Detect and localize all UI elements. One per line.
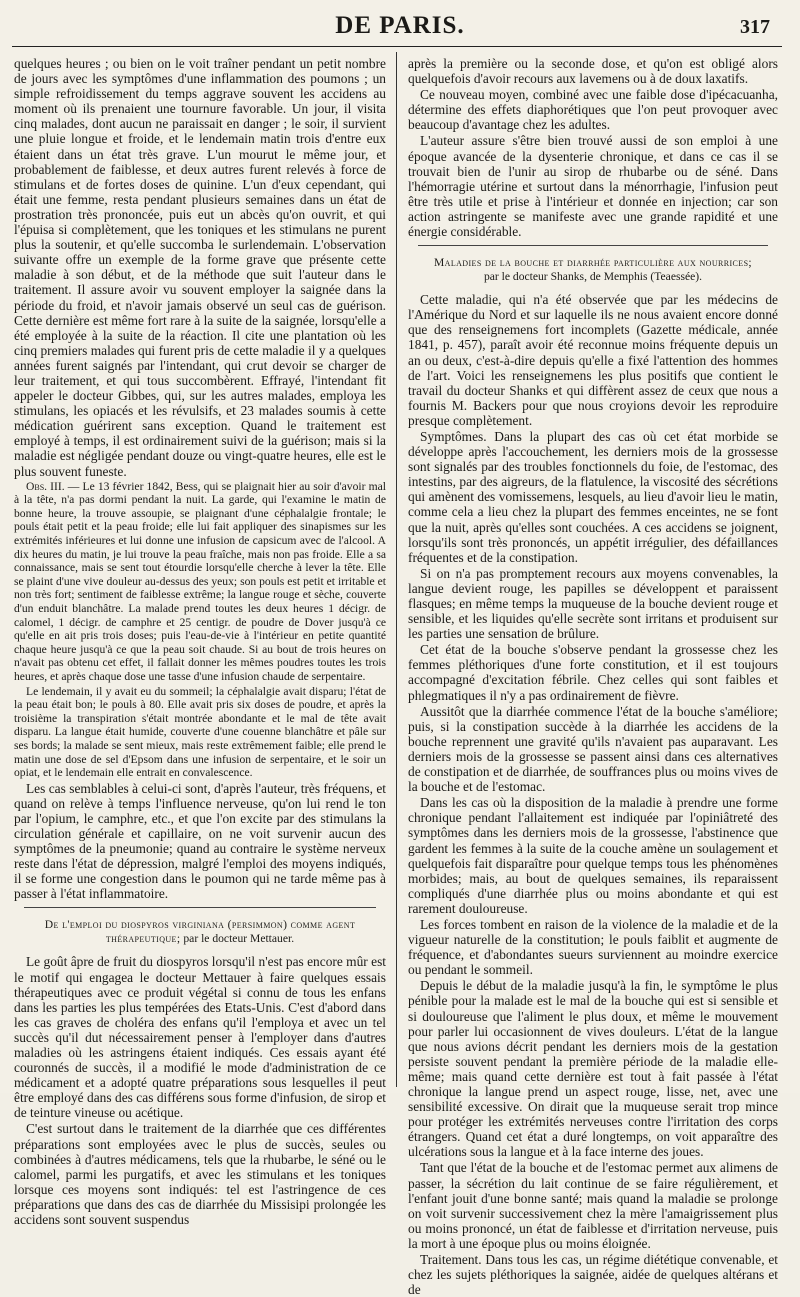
section-title-line1: Maladies de la bouche et diarrhée particulière aux nourrices; bbox=[433, 256, 753, 270]
section-title-line2: thérapeutique; bbox=[105, 932, 181, 946]
paragraph: Cette maladie, qui n'a été observée que par les médecins de l'Amérique du Nord et sur laquelle ils ne nous avaient encore donné que des renseignemens fort incomplets (Gazette médicale, année 1841, p. 457), paraît avoir été reconnue moins fréquente depuis un an ou deux, c'est-à-dire depuis qu'elle a fixé l'attention des hommes de l'art. Voici les renseignemens les plus positifs que contient le travail du docteur Shanks et qui diffèrent assez de ceux que nous a fournis M. Backers pour que nous croyions devoir les reproduire presque complètement. bbox=[408, 292, 778, 428]
right-column bbox=[408, 56, 778, 1297]
paragraph: quelques heures ; ou bien on le voit traîner pendant un petit nombre de jours avec les symptômes d'une inflammation des poumons ; un simple refroidissement du temps aggrave souvent les accidens au moment où ils prenaient une tournure favorable. Un jour, il visita cinq malades, dont aucun ne paraissait en danger ; le soir, il survient une pluie longue et froide, et le lendemain matin trois d'entre eux étaient dans un état très grave. L'un mourut le même jour, et probablement de faiblesse, et deux autres furent relevés à force de stimulans et de fortes doses de quinine. L'un d'eux cependant, qui était une femme, resta pendant plusieurs semaines dans un état de prostration très prononcée, puis eut un abcès qu'on ouvrit, et qui l'épuisa si complètement, que les toniques et les stimulans ne purent plus la soutenir, et qu'elle succomba le surlendemain. L'observation suivante offre un exemple de la forme grave que présente cette maladie à son début, et de la méthode que suit l'auteur dans le traitement. Il assure avoir vu souvent employer la saignée dans la période du froid, et n'avoir jamais observé un seul cas de guérison. Cette dernière est même fort rare à la suite de la saignée, lorsqu'elle a été employée à la suite de la réaction. Il cite une plantation où les cinq premiers malades qui furent pris de cette maladie il y a quelques années furent saignés par l'intendant, qui crut devoir se charger de leur traitement, et qui tous succombèrent. Effrayé, l'intendant fit appeler le docteur Gibbes, qui, sur les autres malades, employa les stimulans, les opiacés et les révulsifs, et 23 malades soumis à cette médication guérirent sans exception. Quand le traitement est employé à temps, il est ordinairement suivi de la guérison; mais si la maladie est négligée pendant douze ou vingt-quatre heures, elle est le plus souvent funeste. bbox=[14, 56, 386, 479]
paragraph: après la première ou la seconde dose, et qu'on est obligé alors quelquefois d'avoir recours aux lavemens ou à de doux laxatifs. bbox=[408, 56, 778, 87]
paragraph: Les forces tombent en raison de la violence de la maladie et de la vigueur naturelle de la constitution; le pouls faiblit et augmente de fréquence, et d'abondantes sueurs surviennent au moindre exercice ou pendant le sommeil. bbox=[408, 916, 778, 978]
paragraph: Ce nouveau moyen, combiné avec une faible dose d'ipécacuanha, détermine des effets diaphorétiques que l'on peut provoquer avec beaucoup d'avantage chez les adultes. bbox=[408, 87, 778, 133]
page-number: 317 bbox=[740, 16, 770, 38]
paragraph: Dans les cas où la disposition de la maladie à prendre une forme chronique pendant l'allaitement est indiquée par l'opiniâtreté des symptômes dans les derniers mois de la grossesse, l'abstinence que gardent les femmes à la suite de la couche amène un soulagement et quelquefois fait disparaître pour quelque temps tous les phénomènes morbides; mais, au bout de quelques semaines, ils reparaissent compliqués d'une diarrhée plus ou moins abondante et qui est rarement douloureuse. bbox=[408, 795, 778, 916]
observation-label: Obs. III. bbox=[26, 479, 65, 493]
column-divider bbox=[396, 52, 397, 1087]
section-heading bbox=[408, 256, 778, 284]
paragraph: L'auteur assure s'être bien trouvé aussi de son emploi à une époque avancée de la dysenterie chronique, et dans ce cas il se trouvait bien de l'unir au sirop de rhubarbe ou de séné. Dans l'hémorragie utérine et surtout dans la ménorrhagie, l'infusion peut être très utile et prise à l'intérieur et donnée en injection; car son action astringente se manifeste avec une grande rapidité et une énergie considérable. bbox=[408, 133, 778, 240]
section-author: par le docteur Mettauer. bbox=[183, 932, 295, 946]
section-title-line1: De l'emploi du diospyros virginiana (persimmon) comme agent bbox=[44, 918, 356, 932]
section-rule bbox=[24, 907, 376, 908]
header-rule bbox=[12, 46, 782, 47]
paragraph: Tant que l'état de la bouche et de l'estomac permet aux alimens de passer, la sécrétion du lait continue de se faire régulièrement, et l'enfant jouit d'une bonne santé; mais quand la maladie se prolonge on voit survenir successivement chez la mère l'amaigrissement plus ou moins prononcé, un état de faiblesse et d'irritation nerveuse, puis la mort à une époque plus ou moins éloignée. bbox=[408, 1160, 778, 1251]
paragraph: Le goût âpre de fruit du diospyros lorsqu'il n'est pas encore mûr est le motif qui engagea le docteur Mettauer à faire quelques essais thérapeutiques avec ce produit végétal si connu de tous les enfans dans les parties les plus tempérées des Etats-Unis. C'est d'abord dans les cas graves de choléra des enfans qu'il l'employa et avec un tel succès qu'il dut nécessairement penser à l'employer dans d'autres maladies où les astringens étaient indiqués. Ces essais ayant été couronnés de succès, il a modifié le mode d'administration de ce médicament et a adopté quatre préparations sous lesquelles il peut être employé dans des cas différens sous forme d'infusion, de sirop et de teinture vineuse ou acétique. bbox=[14, 954, 386, 1121]
observation-text: — Le 13 février 1842, Bess, qui se plaignait hier au soir d'avoir mal à la tête, n'a pas dormi pendant la nuit. La garde, qui l'examine le matin de bonne heure, la trouve assoupie, se plaignant d'une céphalalgie frontale; le pouls était petit et la peau froide; elle lui fait appliquer des sinapismes sur les extrémités inférieures et lui donne une infusion de capsicum avec de l'alcool. A dix heures du matin, je lui trouve la peau fraîche, mais non pas froide. Elle a sa connaissance, mais se sent tout étourdie lorsqu'elle cherche à lever la tête. Elle se plaint d'une vive douleur au-dessus des yeux; son pouls est petit et irritable et non très fort; sentiment de faiblesse extrême; la langue rouge et sèche, couverte d'un enduit blanchâtre. La malade prend toutes les deux heures 1 décigr. de calomel, 1 décigr. de camphre et 25 centigr. de poudre de Dover jusqu'à ce qu'elle en ait pris trois doses; puis l'eau-de-vie à l'intérieur en petite quantité chaque heure jusqu'à ce que la peau soit chaude. Si au bout de trois heures on n'avait pas obtenu cet effet, il fallait donner les mêmes poudres toutes les trois heures, et après chaque dose une tasse d'une infusion chaude de serpentaire. bbox=[14, 479, 386, 683]
paragraph: Depuis le début de la maladie jusqu'à la fin, le symptôme le plus pénible pour la malade est le mal de la bouche qui est si sensible et si douloureuse que l'aliment le plus doux, et même le mouvement pour parler lui occasionnent de vives douleurs. L'état de la langue que nous avions décrit pendant les derniers mois de la gestation persiste souvent pendant la première période de la maladie elle-même; mais quand cette dernière est tout à fait passée à l'état chronique la langue prend un aspect rouge, lisse, net, avec une sensibilité excessive. On dirait que la muqueuse serait trop mince pour protéger les extrémités nerveuses contre l'irritation des corps étrangers. Quand cet état a duré longtemps, on voit apparaître des ulcérations sous la langue et à la face interne des joues. bbox=[408, 978, 778, 1160]
paragraph: C'est surtout dans le traitement de la diarrhée que ces différentes préparations sont employées avec le plus de succès, seules ou combinées à d'autres médicamens, tels que la rhubarbe, le séné ou le calomel, parmi les purgatifs, et avec les stimulans et les toniques lorsque ces moyens sont indiqués: tel est l'astringence de ces préparations que dans des cas de diarrhée du Missisipi prolongée les accidens sont souvent suspendus bbox=[14, 1121, 386, 1228]
paragraph: Aussitôt que la diarrhée commence l'état de la bouche s'améliore; puis, si la constipation succède à la diarrhée les accidens de la bouche reprennent une gravité qu'ils n'avaient pas auparavant. Les derniers mois de la grossesse se passent ainsi dans ces alternatives de constipation et de diarrhée, de souffrances plus ou moins vives de la bouche et de l'estomac. bbox=[408, 703, 778, 795]
paragraph: Symptômes. Dans la plupart des cas où cet état morbide se développe après l'accouchement, les derniers mois de la grossesse sont signalés par des troubles fonctionnels du foie, de l'estomac, des intestins, par des aigreurs, de la flatulence, la viscosité des sécrétions qui amènent des vomissemens, lesquels, au lieu d'avoir lieu le matin, comme cela a lieu chez la plupart des femmes enceintes, ne se font que la nuit, après qu'elles sont couchées. A ces accidens se joignent, lorsqu'ils sont très prononcés, un appétit irrégulier, des défaillances fréquentes et de la constipation. bbox=[408, 428, 778, 565]
paragraph: Si on n'a pas promptement recours aux moyens convenables, la langue devient rouge, les papilles se développent et paraissent flasques; en même temps la muqueuse de la bouche devient rouge et sensible, et les liquides qu'elle secrète sont irritans et produisent sur les parties une sensation de brûlure. bbox=[408, 565, 778, 642]
section-author: par le docteur Shanks, de Memphis (Teaessée). bbox=[483, 270, 703, 284]
page-header bbox=[0, 12, 800, 44]
left-column bbox=[14, 56, 386, 1228]
section-heading bbox=[14, 918, 386, 946]
observation-paragraph-2: Le lendemain, il y avait eu du sommeil; la céphalalgie avait disparu; l'état de la peau était bon; le pouls à 80. Elle avait pris six doses de poudre, et après la troisième la transpiration s'était montrée abondante et le mal de tête avait disparu. La langue était humide, couverte d'une couenne blanchâtre et pâle sur ses bords; la malade se sent mieux, mais reste extrêmement faible; elle prend le matin une dose de sel d'Epsom dans une infusion de serpentaire, et le soir un opiat, et le lendemain elle entrait en convalescence. bbox=[14, 684, 386, 780]
observation-paragraph bbox=[14, 480, 386, 684]
paragraph: Cet état de la bouche s'observe pendant la grossesse chez les femmes pléthoriques d'une forte constitution, et il est toujours accompagné d'excitation fébrile. Chez celles qui sont faibles et phlegmatiques il n'y a pas ordinairement de fièvre. bbox=[408, 642, 778, 703]
section-rule bbox=[418, 245, 768, 246]
paragraph: Les cas semblables à celui-ci sont, d'après l'auteur, très fréquens, et quand on relève à temps l'influence nerveuse, qu'on lui rend le ton par l'opium, le camphre, etc., et que l'on excite par des stimulans la circulation générale et capillaire, on ne voit survenir aucun des symptômes de la pneumonie; quand au contraire le système nerveux reste dans l'état de dépression, malgré l'emploi des moyens indiqués, il se forme une congestion dans le poumon qui ne tarde même pas à passer à l'état inflammatoire. bbox=[14, 780, 386, 902]
paragraph: Traitement. Dans tous les cas, un régime diététique convenable, et chez les sujets pléthoriques la saignée, aidée de quelques altérans et de bbox=[408, 1252, 778, 1297]
page-title: DE PARIS. bbox=[335, 12, 465, 39]
